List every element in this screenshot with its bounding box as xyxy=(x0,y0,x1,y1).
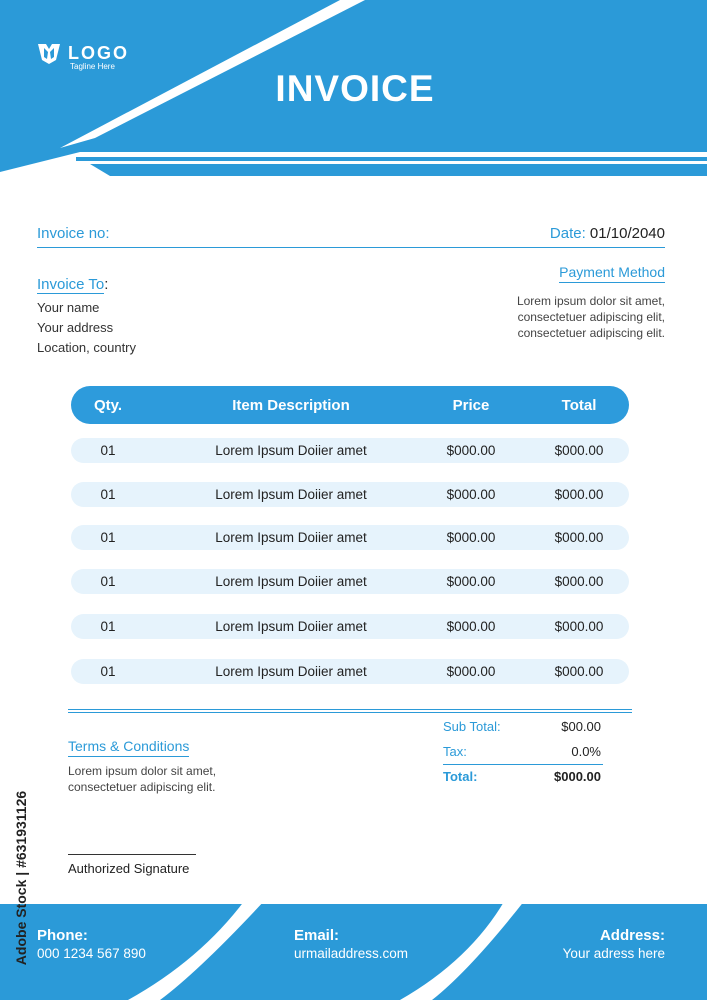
subtotal-label: Sub Total: xyxy=(443,719,501,734)
invoice-to-colon: : xyxy=(104,276,109,293)
signature-label: Authorized Signature xyxy=(68,861,190,876)
total-label: Total: xyxy=(443,769,478,784)
table-row xyxy=(71,614,629,639)
email-value: urmailaddress.com xyxy=(294,946,409,961)
phone-label: Phone: xyxy=(37,927,88,944)
payment-method-details: Lorem ipsum dolor sit amet, consectetuer adipiscing elit, consectetuer adipiscing elit. xyxy=(516,294,665,340)
header-item-description: Item Description xyxy=(232,396,350,414)
row-description: Lorem Ipsum Doiier amet xyxy=(215,487,367,502)
header-total: Total xyxy=(561,396,597,414)
address-value: Your adress here xyxy=(562,946,665,961)
date-value: 01/10/2040 xyxy=(589,225,665,242)
recipient-location: Location, country xyxy=(37,340,137,355)
table-row xyxy=(71,525,629,550)
row-total: $000.00 xyxy=(554,574,604,589)
header-price: Price xyxy=(452,396,490,414)
table-row xyxy=(71,438,629,463)
email-label: Email: xyxy=(294,927,340,944)
row-qty: 01 xyxy=(100,619,116,634)
row-total: $000.00 xyxy=(554,530,604,545)
recipient-name: Your name xyxy=(37,300,100,315)
divider xyxy=(68,709,632,710)
stock-id: Adobe Stock | #631931126 xyxy=(13,790,29,966)
terms-text: Lorem ipsum dolor sit amet, consectetuer adipiscing elit. xyxy=(68,764,217,794)
header-qty: Qty. xyxy=(93,396,123,414)
address-label: Address: xyxy=(599,927,665,944)
signature-line xyxy=(68,854,196,855)
table-row xyxy=(71,569,629,594)
invoice-to-label: Invoice To xyxy=(37,276,105,293)
table-row xyxy=(71,659,629,684)
stock-id-strip xyxy=(6,768,36,988)
divider xyxy=(443,764,603,765)
invoice-to-heading xyxy=(37,276,108,293)
row-total: $000.00 xyxy=(554,619,604,634)
table-header xyxy=(71,386,629,424)
row-qty: 01 xyxy=(100,664,116,679)
terms-title: Terms & Conditions xyxy=(68,738,189,757)
logo-tagline: Tagline Here xyxy=(70,62,115,71)
row-description: Lorem Ipsum Doiier amet xyxy=(215,664,367,679)
row-price: $000.00 xyxy=(446,574,496,589)
row-price: $000.00 xyxy=(446,619,496,634)
row-price: $000.00 xyxy=(446,443,496,458)
row-description: Lorem Ipsum Doiier amet xyxy=(215,619,367,634)
phone-value: 000 1234 567 890 xyxy=(37,946,146,961)
row-total: $000.00 xyxy=(554,664,604,679)
row-qty: 01 xyxy=(100,574,116,589)
divider xyxy=(68,712,632,713)
tax-label: Tax: xyxy=(443,744,467,759)
invoice-to-details xyxy=(37,298,136,358)
total-value: $000.00 xyxy=(554,769,601,784)
row-price: $000.00 xyxy=(446,530,496,545)
row-price: $000.00 xyxy=(446,487,496,502)
row-description: Lorem Ipsum Doiier amet xyxy=(215,530,367,545)
divider xyxy=(37,247,665,248)
logo-icon xyxy=(36,40,62,66)
table-row xyxy=(71,482,629,507)
subtotal-value: $00.00 xyxy=(561,719,601,734)
row-total: $000.00 xyxy=(554,443,604,458)
invoice-title: INVOICE xyxy=(275,68,435,109)
payment-method-label: Payment Method xyxy=(559,264,665,283)
row-price: $000.00 xyxy=(446,664,496,679)
row-description: Lorem Ipsum Doiier amet xyxy=(215,574,367,589)
row-qty: 01 xyxy=(100,487,116,502)
tax-value: 0.0% xyxy=(571,744,601,759)
invoice-date xyxy=(550,225,665,242)
row-qty: 01 xyxy=(100,443,116,458)
row-description: Lorem Ipsum Doiier amet xyxy=(215,443,367,458)
row-qty: 01 xyxy=(100,530,116,545)
invoice-number-label: Invoice no: xyxy=(37,225,110,242)
row-total: $000.00 xyxy=(554,487,604,502)
date-label: Date: xyxy=(549,225,586,242)
logo-text: LOGO xyxy=(68,43,129,63)
recipient-address: Your address xyxy=(37,320,114,335)
